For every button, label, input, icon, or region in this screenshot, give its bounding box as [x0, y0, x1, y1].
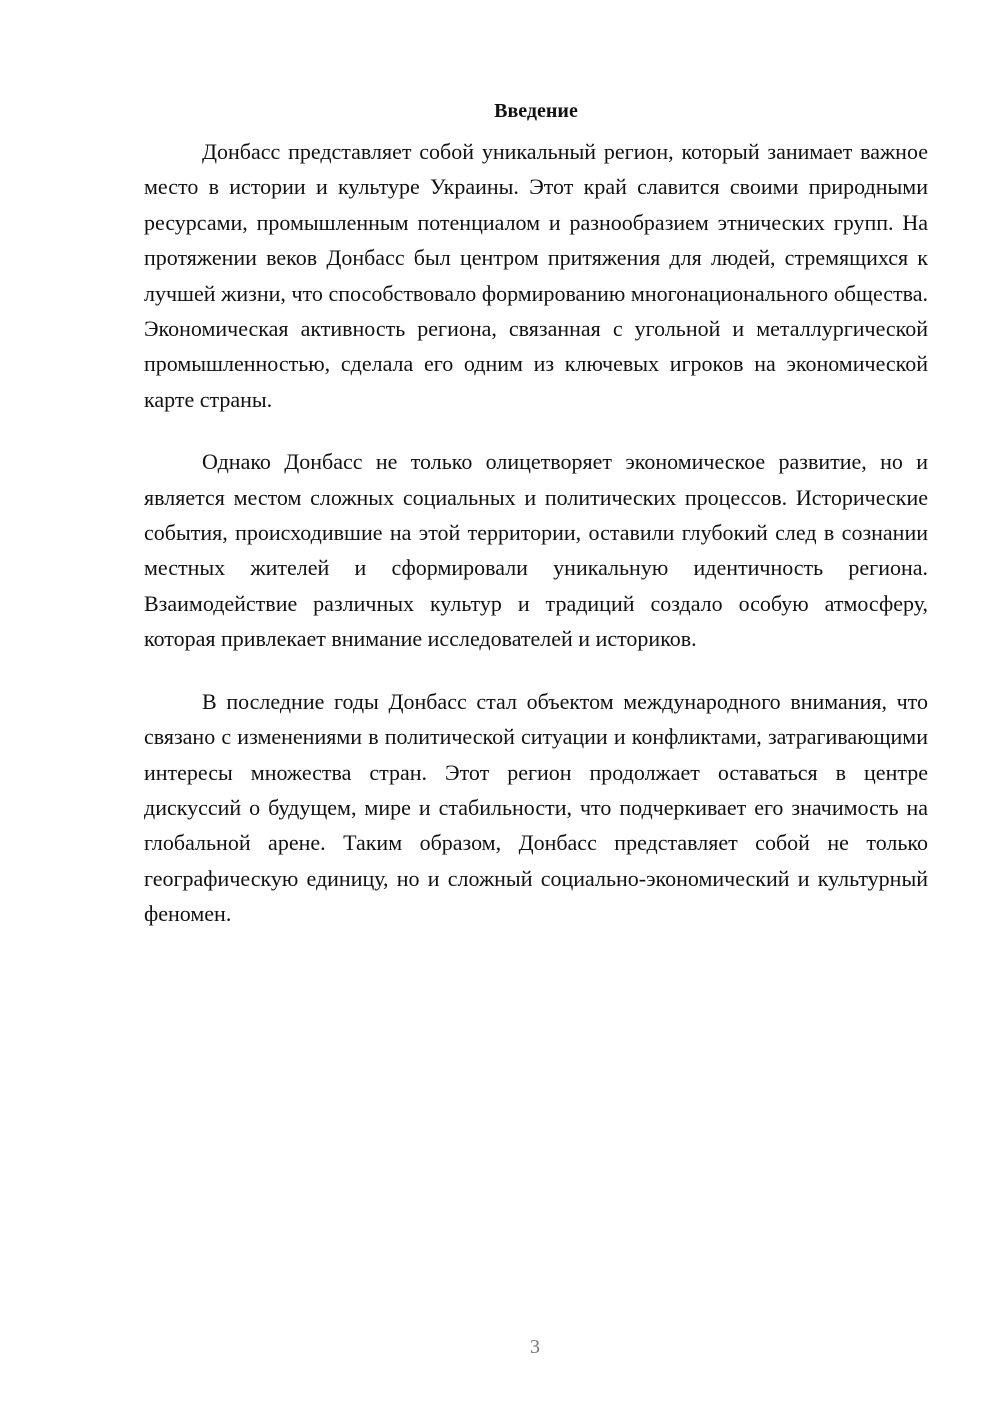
paragraph-3: В последние годы Донбасс стал объектом международного внимания, что связано с изменениями в политической ситуации и конфликтами, затрагивающими интересы множества стран. Этот регион продолжает оставаться в центре дискуссий о будущем, мире и стабильности, что подчеркивает его значимость на глобальной арене. Таким образом, Донбасс представляет собой не только географическую единицу, но и сложный социально-экономический и культурный феномен. — [144, 688, 928, 927]
page-number: 3 — [530, 1336, 540, 1358]
paragraph-2: Однако Донбасс не только олицетворяет экономическое развитие, но и является местом сложных социальных и политических процессов. Исторические события, происходившие на этой территории, оставили глубокий след в сознании местных жителей и сформировали уникальную идентичность региона. Взаимодействие различных культур и традиций создало особую атмосферу, которая привлекает внимание исследователей и историков. — [144, 449, 928, 652]
section-heading: Введение — [494, 100, 578, 122]
page-content — [144, 96, 928, 959]
paragraph-1: Донбасс представляет собой уникальный регион, который занимает важное место в истории и культуре Украины. Этот край славится своими природными ресурсами, промышленным потенциалом и разнообразием этнических групп. На протяжении веков Донбасс был центром притяжения для людей, стремящихся к лучшей жизни, что способствовало формированию многонационального общества. Экономическая активность региона, связанная с угольной и металлургической промышленностью, сделала его одним из ключевых игроков на экономической карте страны. — [144, 139, 928, 412]
